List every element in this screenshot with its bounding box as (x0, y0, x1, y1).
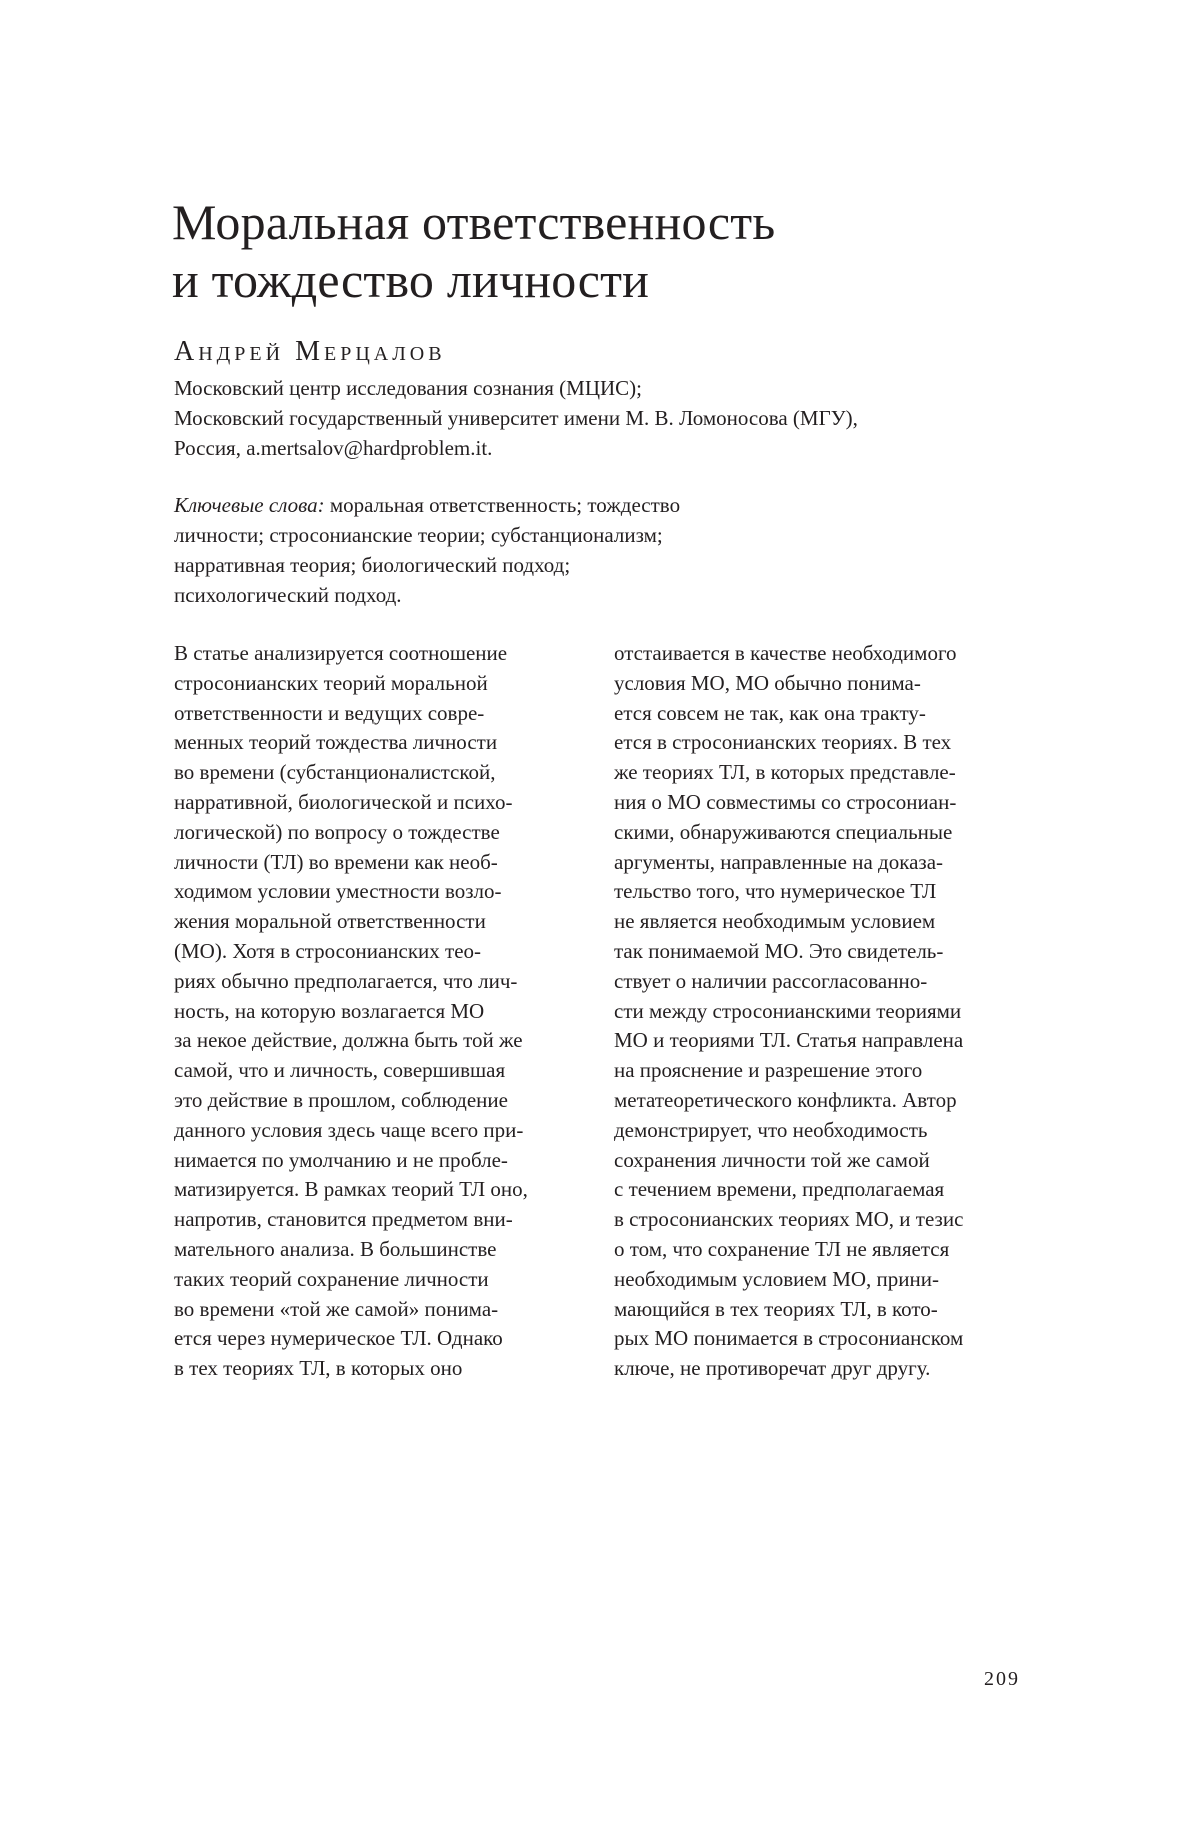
abstract-line: (МО). Хотя в стросонианских тео- (174, 938, 482, 963)
abstract-line: ется в стросонианских теориях. В тех (614, 730, 952, 755)
abstract-line: необходимым условием МО, прини- (614, 1266, 939, 1291)
abstract-line: отстаивается в качестве необходимого (614, 641, 957, 665)
abstract-line: демонстрирует, что необходимость (614, 1117, 928, 1142)
affiliation-line: Россия, a.mertsalov@hardproblem.it. (174, 436, 493, 460)
abstract-line: ность, на которую возлагается МО (174, 998, 485, 1023)
page-number: 209 (984, 1668, 1020, 1690)
abstract-line: с течением времени, предполагаемая (614, 1177, 945, 1202)
author-affiliation (174, 373, 858, 463)
abstract-line: ется совсем не так, как она тракту- (614, 700, 926, 725)
abstract-line: логической) по вопросу о тождестве (174, 819, 500, 844)
abstract-line: скими, обнаруживаются специальные (614, 819, 953, 844)
keywords-line: личности; стросонианские теории; субстанционализм; (174, 523, 663, 547)
keywords-line: нарративная теория; биологический подход; (174, 553, 571, 577)
abstract-line: о том, что сохранение ТЛ не является (614, 1236, 950, 1261)
abstract-line: в тех теориях ТЛ, в которых оно (174, 1356, 463, 1381)
abstract-line: аргументы, направленные на доказа- (614, 849, 944, 874)
keywords-label: Ключевые слова: (174, 493, 325, 517)
affiliation-line: Московский центр исследования сознания (МЦИС); (174, 376, 642, 400)
abstract-line: так понимаемой МО. Это свидетель- (614, 938, 944, 963)
title-line: Моральная ответственность (172, 194, 776, 250)
abstract-line: данного условия здесь чаще всего при- (174, 1117, 524, 1142)
abstract-line: самой, что и личность, совершившая (174, 1058, 506, 1083)
abstract-line: ствует о наличии рассогласованно- (614, 968, 928, 993)
abstract-column-right (614, 639, 1034, 1384)
title-line: и тождество личности (172, 252, 650, 308)
author-name: Андрей Мерцалов (174, 336, 446, 367)
abstract-line: же теориях ТЛ, в которых представле- (614, 760, 956, 785)
abstract-line: ходимом условии уместности возло- (174, 879, 502, 904)
abstract-line: нимается по умолчанию и не пробле- (174, 1147, 508, 1172)
abstract-line: за некое действие, должна быть той же (174, 1028, 523, 1053)
abstract-line: во времени «той же самой» понима- (174, 1296, 499, 1321)
abstract-line: во времени (субстанционалистской, (174, 760, 496, 785)
abstract-line: жения моральной ответственности (174, 909, 486, 934)
abstract-line: ния о МО совместимы со стросониан- (614, 789, 957, 814)
abstract-line: таких теорий сохранение личности (174, 1266, 489, 1291)
abstract-line: личности (ТЛ) во времени как необ- (174, 849, 498, 874)
affiliation-line: Московский государственный университет имени М. В. Ломоносова (МГУ), (174, 406, 858, 430)
abstract-line: МО и теориями ТЛ. Статья направлена (614, 1028, 964, 1053)
abstract-line: в стросонианских теориях МО, и тезис (614, 1207, 964, 1232)
abstract-line: напротив, становится предметом вни- (174, 1207, 513, 1232)
abstract-line: матизируется. В рамках теорий ТЛ оно, (174, 1177, 528, 1202)
abstract-line: это действие в прошлом, соблюдение (174, 1087, 508, 1112)
abstract-line: условия МО, МО обычно понима- (614, 670, 921, 695)
abstract-line: ключе, не противоречат друг другу. (614, 1356, 931, 1381)
abstract-line: В статье анализируется соотношение (174, 641, 508, 665)
abstract-line: ется через нумерическое ТЛ. Однако (174, 1326, 503, 1351)
keywords-text: моральная ответственность; тождество (324, 493, 681, 517)
abstract-line: нарративной, биологической и психо- (174, 789, 513, 814)
abstract-line: метатеоретического конфликта. Автор (614, 1087, 957, 1112)
abstract-line: на прояснение и разрешение этого (614, 1058, 923, 1083)
abstract-line: мательного анализа. В большинстве (174, 1236, 497, 1261)
abstract-line: сохранения личности той же самой (614, 1147, 930, 1172)
abstract-line: не является необходимым условием (614, 909, 936, 934)
abstract-line: риях обычно предполагается, что лич- (174, 968, 518, 993)
abstract-line: ответственности и ведущих совре- (174, 700, 485, 725)
abstract-line: сти между стросонианскими теориями (614, 998, 962, 1023)
keywords-block (174, 490, 794, 610)
abstract-line: мающийся в тех теориях ТЛ, в кото- (614, 1296, 938, 1321)
article-title (172, 193, 1052, 309)
abstract-column-left (174, 639, 594, 1384)
keywords-line: психологический подход. (174, 583, 402, 607)
abstract-line: стросонианских теорий моральной (174, 670, 488, 695)
keywords-line (174, 490, 794, 520)
abstract-line: тельство того, что нумерическое ТЛ (614, 879, 937, 904)
abstract-line: менных теорий тождества личности (174, 730, 498, 755)
abstract-line: рых МО понимается в стросонианском (614, 1326, 964, 1351)
